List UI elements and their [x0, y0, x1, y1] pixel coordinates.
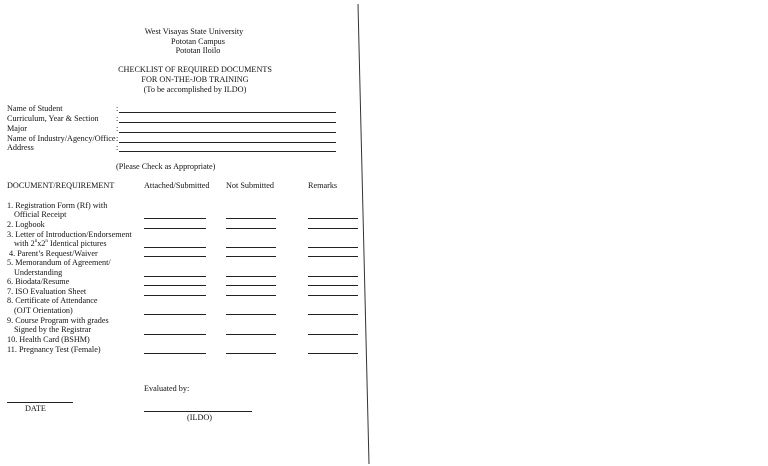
req-item-biodata: 6. Biodata/Resume: [7, 277, 70, 286]
req-item-course-program: 9. Course Program with grades: [7, 316, 109, 325]
req-item-letter: 3. Letter of Introduction/Endorsement: [7, 230, 132, 239]
not-submitted-line[interactable]: [226, 256, 276, 257]
col-header-remarks: Remarks: [308, 181, 338, 190]
field-label-student: Name of Student: [7, 104, 63, 113]
field-label-address: Address: [7, 143, 34, 152]
req-item-moa-cont: Understanding: [14, 268, 63, 277]
not-submitted-line[interactable]: [226, 276, 276, 277]
req-item-health-card: 10. Health Card (BSHM): [7, 335, 90, 344]
campus-location: Pototan Iloilo: [175, 46, 221, 55]
attached-line[interactable]: [144, 314, 206, 315]
field-sep: :: [116, 124, 119, 133]
attached-line[interactable]: [144, 256, 206, 257]
document-subtitle: FOR ON-THE-JOB TRAINING: [141, 75, 249, 84]
check-instruction: (Please Check as Appropriate): [116, 162, 216, 171]
not-submitted-line[interactable]: [226, 218, 276, 219]
campus-name: Pototan Campus: [171, 37, 225, 46]
date-label: DATE: [25, 404, 46, 413]
col-header-document: DOCUMENT/REQUIREMENT: [7, 181, 115, 190]
field-sep: :: [116, 143, 119, 152]
not-submitted-line[interactable]: [226, 228, 276, 229]
not-submitted-line[interactable]: [226, 247, 276, 248]
ildo-label: (ILDO): [187, 413, 213, 422]
field-label-major: Major: [7, 124, 28, 133]
field-line-industry[interactable]: [119, 142, 336, 143]
not-submitted-line[interactable]: [226, 334, 276, 335]
not-submitted-line[interactable]: [226, 353, 276, 354]
req-item-moa: 5. Memorandum of Agreement/: [7, 258, 111, 267]
attached-line[interactable]: [144, 353, 206, 354]
req-item-parent-waiver: 4. Parent’s Request/Waiver: [9, 249, 98, 258]
req-item-pregnancy: 11. Pregnancy Test (Female): [7, 345, 101, 354]
field-sep: :: [116, 114, 119, 123]
req-item-certificate: 8. Certificate of Attendance: [7, 296, 98, 305]
field-line-student[interactable]: [119, 112, 336, 113]
req-item-course-program-cont: Signed by the Registrar: [14, 325, 92, 334]
col-header-not-submitted: Not Submitted: [226, 181, 274, 190]
attached-line[interactable]: [144, 276, 206, 277]
field-line-major[interactable]: [119, 132, 336, 133]
page-edge-line: [350, 0, 380, 466]
req-item-letter-cont: with 2$^n$x2$^n$ Identical pictures: [14, 239, 107, 248]
document-title: CHECKLIST OF REQUIRED DOCUMENTS: [118, 65, 272, 74]
field-label-industry: Name of Industry/Agency/Office: [7, 134, 116, 143]
col-header-attached: Attached/Submitted: [144, 181, 210, 190]
req-item-registration: 1. Registration Form (Rf) with: [7, 201, 108, 210]
attached-line[interactable]: [144, 334, 206, 335]
date-signature-line[interactable]: [7, 402, 73, 403]
university-name: West Visayas State University: [144, 27, 244, 36]
req-item-logbook: 2. Logbook: [7, 220, 45, 229]
evaluated-by-label: Evaluated by:: [144, 384, 190, 393]
req-item-registration-cont: Official Receipt: [14, 210, 67, 219]
attached-line[interactable]: [144, 247, 206, 248]
field-line-curriculum[interactable]: [119, 122, 336, 123]
not-submitted-line[interactable]: [226, 295, 276, 296]
req-item-certificate-cont: (OJT Orientation): [14, 306, 73, 315]
field-sep: :: [116, 104, 119, 113]
ildo-signature-line[interactable]: [144, 411, 252, 412]
req-item-iso: 7. ISO Evaluation Sheet: [7, 287, 87, 296]
attached-line[interactable]: [144, 285, 206, 286]
attached-line[interactable]: [144, 295, 206, 296]
field-line-address[interactable]: [119, 151, 336, 152]
document-note: (To be accomplished by ILDO): [143, 85, 247, 94]
not-submitted-line[interactable]: [226, 285, 276, 286]
attached-line[interactable]: [144, 228, 206, 229]
field-label-curriculum: Curriculum, Year & Section: [7, 114, 99, 123]
not-submitted-line[interactable]: [226, 314, 276, 315]
field-sep: :: [116, 134, 119, 143]
attached-line[interactable]: [144, 218, 206, 219]
